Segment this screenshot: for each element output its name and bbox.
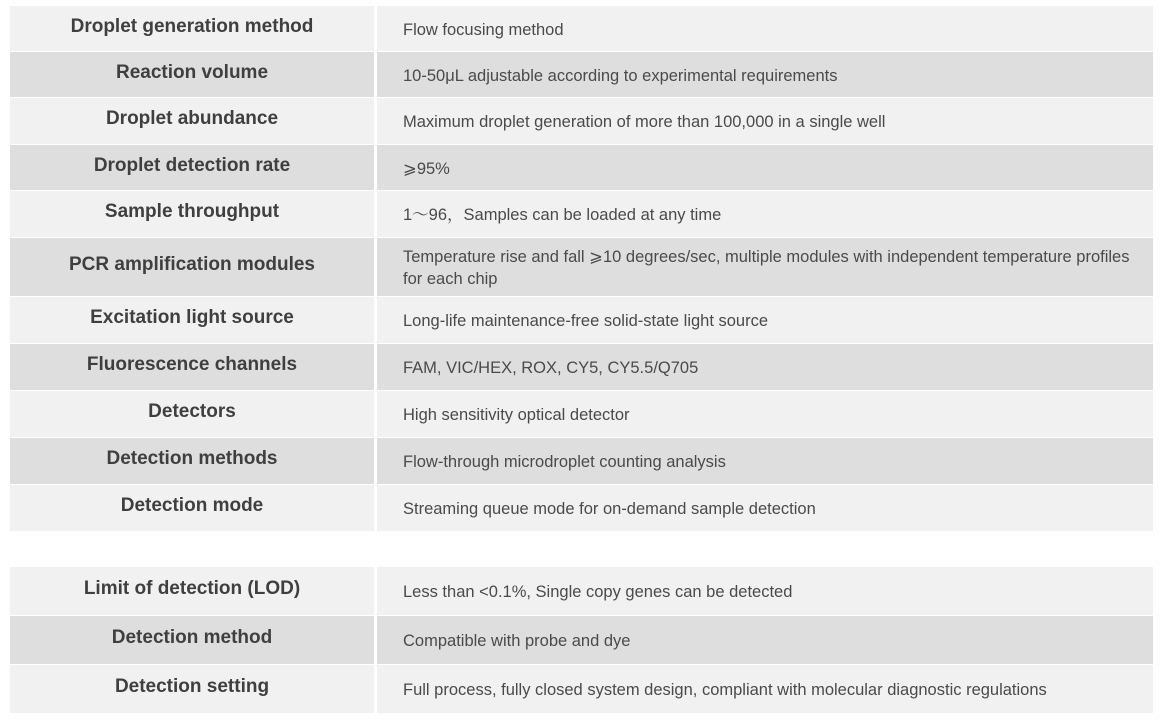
spec-label: Detectors [10,391,374,437]
spec-table-main [10,6,1153,531]
spec-value: 1～96，Samples can be loaded at any time [377,191,1153,237]
spec-value: Temperature rise and fall ⩾10 degrees/sec, multiple modules with independent temperature profiles for each chip [377,238,1153,296]
table-row [10,665,1153,713]
table-row [10,238,1153,296]
spec-label: Limit of detection (LOD) [10,567,374,615]
spec-table-detection [10,567,1153,713]
table-row [10,98,1153,144]
spec-label: Excitation light source [10,297,374,343]
spec-value: FAM, VIC/HEX, ROX, CY5, CY5.5/Q705 [377,344,1153,390]
spec-value: Flow-through microdroplet counting analysis [377,438,1153,484]
spec-value: Streaming queue mode for on-demand sample detection [377,485,1153,531]
table-row [10,297,1153,343]
spec-label: Droplet generation method [10,6,374,51]
table-row [10,344,1153,390]
spec-label: Droplet detection rate [10,145,374,190]
spec-value: Maximum droplet generation of more than 100,000 in a single well [377,98,1153,144]
spec-value: Less than <0.1%, Single copy genes can be detected [377,567,1153,615]
spec-label: Fluorescence channels [10,344,374,390]
spec-value: High sensitivity optical detector [377,391,1153,437]
spec-label: PCR amplification modules [10,238,374,296]
spec-value: Compatible with probe and dye [377,616,1153,664]
table-row [10,438,1153,484]
spec-label: Sample throughput [10,191,374,237]
spec-value: Full process, fully closed system design, compliant with molecular diagnostic regulations [377,665,1153,713]
spec-label: Detection methods [10,438,374,484]
table-row [10,191,1153,237]
spec-value: 10-50μL adjustable according to experimental requirements [377,52,1153,97]
table-row [10,616,1153,664]
table-row [10,145,1153,190]
spec-label: Detection mode [10,485,374,531]
spec-value: Long-life maintenance-free solid-state light source [377,297,1153,343]
spec-label: Reaction volume [10,52,374,97]
spec-label: Detection setting [10,665,374,713]
table-row [10,567,1153,615]
spec-value: Flow focusing method [377,6,1153,51]
table-row [10,6,1153,51]
spec-label: Droplet abundance [10,98,374,144]
table-row [10,52,1153,97]
table-row [10,485,1153,531]
spec-value: ⩾95% [377,145,1153,190]
table-row [10,391,1153,437]
spec-label: Detection method [10,616,374,664]
